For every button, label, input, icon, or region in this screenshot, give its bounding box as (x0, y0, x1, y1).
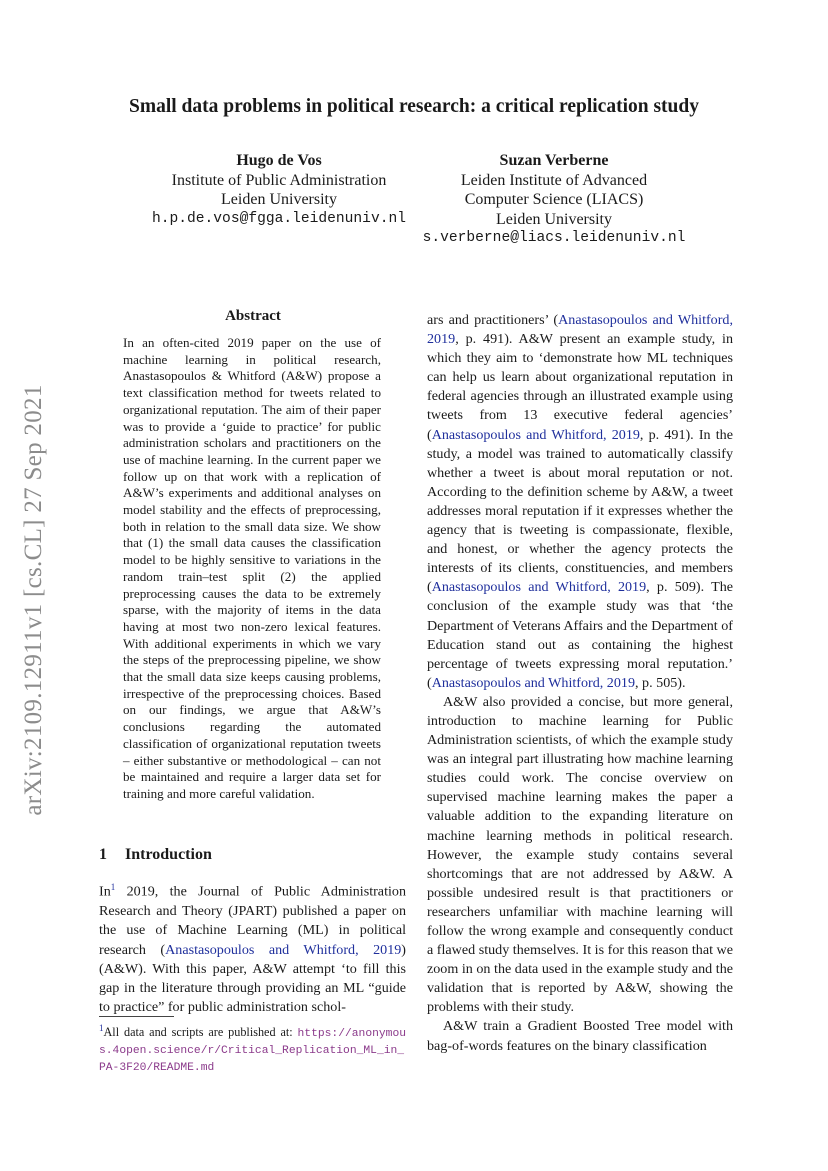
citation-link[interactable]: Anastasopoulos and Whitford, 2019 (165, 941, 402, 958)
footnote (99, 1021, 406, 1076)
abstract-text: In an often-cited 2019 paper on the use of machine learning in political research, Anastasopoulos & Whitford (A&W) propose a text classification method for tweets related to organizational reputation. The aim of their paper was to provide a ‘guide to practice’ for public administration scholars and practitioners on the use of machine learning. In the current paper we follow up on that work with a replication of A&W’s experiments and additional analyses on model stability and the effects of preprocessing, both in relation to the small data size. We show that (1) the small data causes the classification model to be highly sensitive to variations in the random train–test split (2) the applied preprocessing causes the data to be extremely sparse, with the majority of items in the data having at most two non-zero lexical features. With additional experiments in which we vary the steps of the preprocessing pipeline, we show that the small data size keeps causing problems, irrespective of the preprocessing choices. Based on our findings, we argue that A&W’s conclusions regarding the automated classification of organizational reputation tweets – either substantive or methodological – can not be maintained and require a larger data set for training and more careful validation. (123, 335, 381, 801)
author-block-1 (134, 151, 424, 229)
footnote-divider (99, 1016, 174, 1017)
body-text: , p. 505). (635, 674, 686, 691)
citation-link[interactable]: Anastasopoulos and Whitford, 2019 (431, 674, 635, 691)
section-number: 1 (99, 846, 107, 863)
author-affiliation: Institute of Public Administration (171, 171, 387, 189)
author-affiliation: Leiden Institute of Advanced (460, 171, 648, 189)
body-paragraph (427, 311, 733, 693)
author-block-2 (404, 151, 704, 249)
right-column (427, 311, 733, 1056)
section-title: Introduction (125, 846, 212, 863)
author-name: Suzan Verberne (499, 152, 609, 169)
body-text: , p. 509). The conclusion of the example study was that ‘the Department of Veterans Affairs and the Department of Education stand out as containing the highest percentage of tweets expressing moral reputation.’ ( (427, 579, 733, 691)
author-affiliation: Computer Science (LIACS) (464, 191, 644, 208)
intro-text: 2019, the Journal of Public Administration Research and Theory (JPART) published a paper on the use of Machine Learning (ML) in political research ( (99, 883, 406, 958)
paper-title: Small data problems in political research: a critical replication study (129, 96, 699, 117)
intro-text: In (99, 883, 111, 900)
intro-paragraph (99, 878, 406, 1018)
footnote-number: 1 (99, 1023, 104, 1033)
citation-link[interactable]: Anastasopoulos and Whitford, 2019 (431, 426, 640, 443)
citation-link[interactable]: Anastasopoulos and Whitford, 2019 (427, 312, 733, 348)
author-affiliation: Leiden University (496, 210, 612, 228)
section-heading (99, 846, 212, 864)
body-paragraph: A&W also provided a concise, but more general, introduction to machine learning for Public Administration scientists, of which the example study was an integral part illustrating how machine learning studies could work. The concise overview on supervised machine learning makes the paper a valuable addition to the expanding literature on machine learning methods in political research. However, the example study contains several shortcomings that are not addressed by A&W. A possible undesired result is that practitioners or researchers unfamiliar with machine learning will follow the wrong example and consequently conduct a flawed study themselves. It is for this reason that we zoom in on the data used in the example study and the validation that is reported by A&W, showing the problems with their study. (427, 693, 733, 1016)
footnote-text: All data and scripts are published at: (103, 1025, 298, 1040)
author-affiliation: Leiden University (221, 191, 337, 208)
abstract-section (99, 308, 406, 803)
author-name: Hugo de Vos (236, 152, 322, 169)
footnote-url-link[interactable]: https://anonymous.4open.science/r/Critical_Replication_ML_in_PA-3F20/README.md (99, 1028, 406, 1075)
citation-link[interactable]: Anastasopoulos and Whitford, 2019 (431, 579, 647, 596)
body-text: ars and practitioners’ ( (427, 312, 559, 328)
intro-text: ) (A&W). With this paper, A&W attempt ‘to fill this gap in the literature through providing an ML “guide to practice” for public administration schol- (99, 941, 406, 1016)
body-text: , p. 491). In the study, a model was trained to automatically classify whether a tweet is about moral reputation or not. According to the definition scheme by A&W, a tweet addresses moral reputation if it expresses whether the agency that is tweeting is compassionate, flexible, and honest, or whether the agency protects the interests of its clients, constituencies, and members ( (427, 426, 733, 596)
author-email[interactable]: s.verberne@liacs.leidenuniv.nl (422, 230, 686, 246)
abstract-heading: Abstract (225, 308, 281, 324)
arxiv-identifier: arXiv:2109.12911v1 [cs.CL] 27 Sep 2021 (20, 384, 47, 816)
body-paragraph: A&W train a Gradient Boosted Tree model with bag-of-words features on the binary classification (427, 1018, 733, 1054)
body-text: , p. 491). A&W present an example study, in which they aim to ‘demonstrate how ML techniques can help us learn about organizational reputation in federal agencies through an illustrated example using tweets from 13 executive federal agencies’ ( (427, 331, 733, 443)
author-email[interactable]: h.p.de.vos@fgga.leidenuniv.nl (152, 210, 406, 227)
footnote-marker[interactable]: 1 (110, 882, 116, 892)
